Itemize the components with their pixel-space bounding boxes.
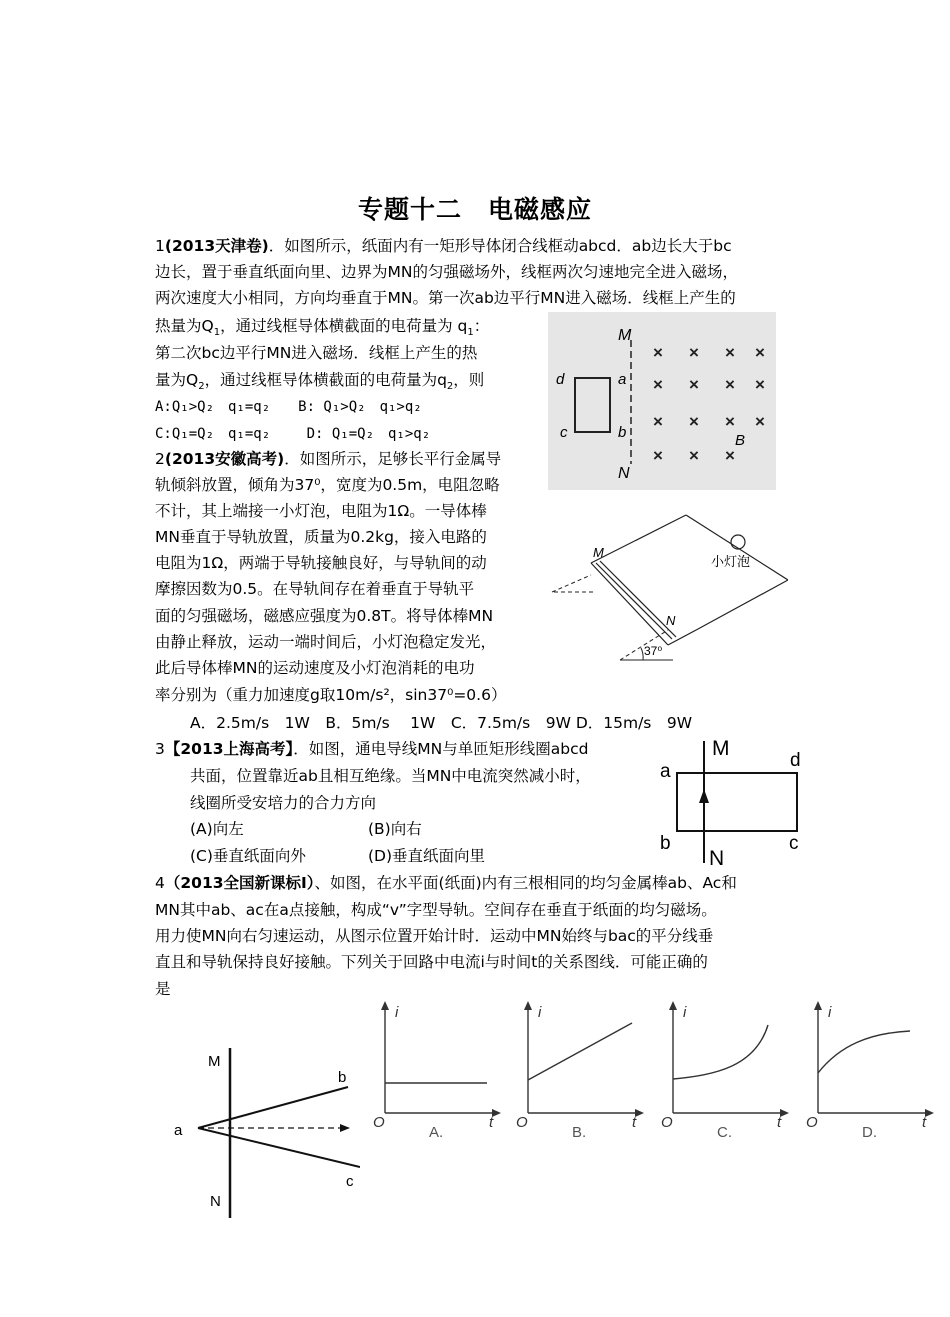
origin-label: O <box>373 1114 385 1131</box>
field-cross-icon: × <box>725 343 735 362</box>
q4-line-5: 是 <box>155 980 171 998</box>
graph-d <box>806 1001 934 1141</box>
q1-line-5: 第二次bc边平行MN进入磁场．线框上产生的热 <box>155 344 478 362</box>
q4-label-a: a <box>174 1122 183 1139</box>
q3-coil <box>677 773 797 831</box>
field-cross-icon: × <box>689 375 699 394</box>
field-cross-icon: × <box>653 343 663 362</box>
q3-label-n: N <box>709 847 725 868</box>
q1-figure <box>548 312 776 490</box>
q2-line-3: 不计，其上端接一小灯泡，电阻为1Ω。一导体棒 <box>155 502 487 520</box>
graph-option-label: B. <box>572 1124 587 1141</box>
q2-dash-1 <box>552 575 591 592</box>
axis-label-i: i <box>828 1004 832 1021</box>
q1-line-6: 量为$Q_2$，通过线框导体横截面的电荷量为$q_2$，则 <box>155 371 485 393</box>
field-cross-icon: × <box>689 343 699 362</box>
field-cross-icon: × <box>755 412 765 431</box>
q1-option-c-d: C:Q₁=Q₂ q₁=q₂ D: Q₁=Q₂ q₁>q₂ <box>155 426 431 442</box>
q2-line-9: 此后导体棒MN的运动速度及小灯泡消耗的电功 <box>155 659 475 677</box>
field-cross-icon: × <box>689 446 699 465</box>
current-curve <box>673 1025 768 1079</box>
q1-label-m: M <box>618 327 632 344</box>
q2-options: A．2.5m/s 1W B．5m/s 1W C．7.5m/s 9W D．15m/s 9W <box>190 714 693 732</box>
y-axis-arrow <box>814 1001 822 1010</box>
field-cross-icon: × <box>725 412 735 431</box>
q3-source: 【2013上海高考】 <box>164 740 294 758</box>
current-curve <box>528 1023 632 1080</box>
q4-line-4: 直且和导轨保持良好接触。下列关于回路中电流i与时间t的关系图线．可能正确的 <box>155 953 708 971</box>
field-cross-icon: × <box>725 446 735 465</box>
q2-line-6: 摩擦因数为0.5。在导轨间存在着垂直于导轨平 <box>155 580 475 598</box>
q3-line-3: 线圈所受安培力的合力方向 <box>190 794 377 812</box>
q2-angle-arc <box>641 648 643 660</box>
q1-line-3: 两次速度大小相同，方向均垂直于MN。第一次ab边平行MN进入磁场．线框上产生的 <box>155 289 736 307</box>
graph-b <box>516 1001 644 1141</box>
q1-option-a-b: A:Q₁>Q₂ q₁=q₂ B: Q₁>Q₂ q₁>q₂ <box>155 399 422 415</box>
q3-current-arrow <box>699 789 709 803</box>
q2-figure <box>548 505 788 665</box>
q2-line-10: 率分别为（重力加速度g取10m/s²，sin37⁰=0.6） <box>155 686 507 704</box>
graph-option-label: C. <box>717 1124 732 1141</box>
q2-label-n: N <box>666 613 676 628</box>
x-axis-arrow <box>925 1109 934 1117</box>
field-cross-icon: × <box>755 375 765 394</box>
q1-label-a: a <box>618 371 627 388</box>
q3-figure <box>652 733 812 868</box>
q1-label-b: b <box>618 424 627 441</box>
field-cross-icon: × <box>689 412 699 431</box>
q2-label-m: M <box>593 545 604 560</box>
q2-label-lamp: 小灯泡 <box>711 554 751 569</box>
field-cross-icon: × <box>725 375 735 394</box>
q4-source: （2013全国新课标I） <box>164 874 315 892</box>
q4-graph-group <box>373 1001 934 1141</box>
q2-line-8: 由静止释放，运动一端时间后，小灯泡稳定发光， <box>155 633 497 651</box>
q4-label-c: c <box>346 1173 354 1190</box>
q2-line-2: 轨倾斜放置，倾角为37⁰，宽度为0.5m，电阻忽略 <box>155 476 500 494</box>
q2-rail-right <box>686 515 788 580</box>
x-axis-arrow <box>492 1109 501 1117</box>
axis-label-t: t <box>632 1114 637 1131</box>
q1-line-4: 热量为$Q_1$，通过线框导体横截面的电荷量为 $q_1$： <box>155 317 490 339</box>
q4-line-2: MN其中ab、ac在a点接触，构成“v”字型导轨。空间存在垂直于纸面的均匀磁场。 <box>155 901 717 919</box>
q4-direction-arrow <box>340 1124 350 1132</box>
x-axis-arrow <box>635 1109 644 1117</box>
y-axis-arrow <box>381 1001 389 1010</box>
q3-label-c: c <box>789 833 799 854</box>
q3-label-b: b <box>660 833 671 854</box>
q1-label-field-b: B <box>735 432 746 449</box>
field-cross-icon: × <box>653 412 663 431</box>
q4-graphs <box>365 995 945 1145</box>
field-cross-icon: × <box>653 446 663 465</box>
q2-line-7: 面的匀强磁场，磁感应强度为0.8T。将导体棒MN <box>155 607 494 625</box>
q2-rod-mn-edge <box>596 563 672 639</box>
q3-line-1: 3【2013上海高考】．如图，通电导线MN与单匝矩形线圈abcd <box>155 740 589 758</box>
q3-label-m: M <box>712 737 730 760</box>
q2-line-5: 电阻为1Ω，两端于导轨接触良好，与导轨间的动 <box>155 554 487 572</box>
q2-label-angle: 37⁰ <box>644 644 663 658</box>
q1-label-c: c <box>560 424 568 441</box>
q4-label-m: M <box>208 1053 221 1070</box>
x-axis-arrow <box>780 1109 789 1117</box>
q1-line-2: 边长，置于垂直纸面向里、边界为MN的匀强磁场外，线框两次匀速地完全进入磁场， <box>155 263 738 281</box>
q2-source: (2013安徽高考) <box>164 450 285 468</box>
axis-label-i: i <box>683 1004 687 1021</box>
y-axis-arrow <box>524 1001 532 1010</box>
q2-lamp-icon <box>731 535 745 549</box>
q3-option-d: (D)垂直纸面向里 <box>368 847 486 865</box>
page-title: 专题十二 电磁感应 <box>357 195 592 224</box>
q3-line-2: 共面，位置靠近ab且相互绝缘。当MN中电流突然减小时， <box>190 767 591 785</box>
q3-label-d: d <box>790 750 801 771</box>
q4-figure <box>170 1040 360 1220</box>
q2-rail-lower <box>698 580 788 629</box>
q4-rail-ab <box>198 1087 348 1128</box>
origin-label: O <box>806 1114 818 1131</box>
axis-label-t: t <box>922 1114 927 1131</box>
field-cross-icon: × <box>653 375 663 394</box>
q2-line-4: MN垂直于导轨放置，质量为0.2kg，接入电路的 <box>155 528 487 546</box>
q4-label-n: N <box>210 1193 221 1210</box>
origin-label: O <box>516 1114 528 1131</box>
origin-label: O <box>661 1114 673 1131</box>
q2-rail-left <box>591 563 668 645</box>
q3-option-c: (C)垂直纸面向外 <box>190 847 306 865</box>
y-axis-arrow <box>669 1001 677 1010</box>
graph-a <box>373 1001 501 1141</box>
graph-c <box>661 1001 789 1141</box>
q3-option-b: (B)向右 <box>368 820 422 838</box>
axis-label-t: t <box>777 1114 782 1131</box>
current-curve <box>818 1031 910 1073</box>
axis-label-i: i <box>395 1004 399 1021</box>
q3-option-a: (A)向左 <box>190 820 244 838</box>
q4-rail-ac <box>198 1128 360 1167</box>
q1-source: (2013天津卷) <box>164 237 269 255</box>
q2-rail-bottom <box>668 629 698 645</box>
q4-line-3: 用力使MN向右匀速运动，从图示位置开始计时．运动中MN始终与bac的平分线垂 <box>155 927 714 945</box>
axis-label-t: t <box>489 1114 494 1131</box>
axis-label-i: i <box>538 1004 542 1021</box>
q1-label-d: d <box>556 371 565 388</box>
q1-label-n: N <box>618 465 630 482</box>
field-cross-icon: × <box>755 343 765 362</box>
graph-option-label: A. <box>429 1124 444 1141</box>
q2-rod-mn <box>600 561 676 637</box>
graph-option-label: D. <box>862 1124 877 1141</box>
q2-rail-top-edge <box>591 515 686 563</box>
q3-label-a: a <box>660 761 671 782</box>
q2-line-1: 2(2013安徽高考)．如图所示，足够长平行金属导 <box>155 450 502 468</box>
q4-label-b: b <box>338 1069 347 1086</box>
q1-line-1: 1(2013天津卷)．如图所示，纸面内有一矩形导体闭合线框动abcd．ab边长大于bc <box>155 237 732 255</box>
q4-line-1: 4（2013全国新课标I）、如图，在水平面(纸面)内有三根相同的均匀金属棒ab、Ac和 <box>155 874 737 892</box>
